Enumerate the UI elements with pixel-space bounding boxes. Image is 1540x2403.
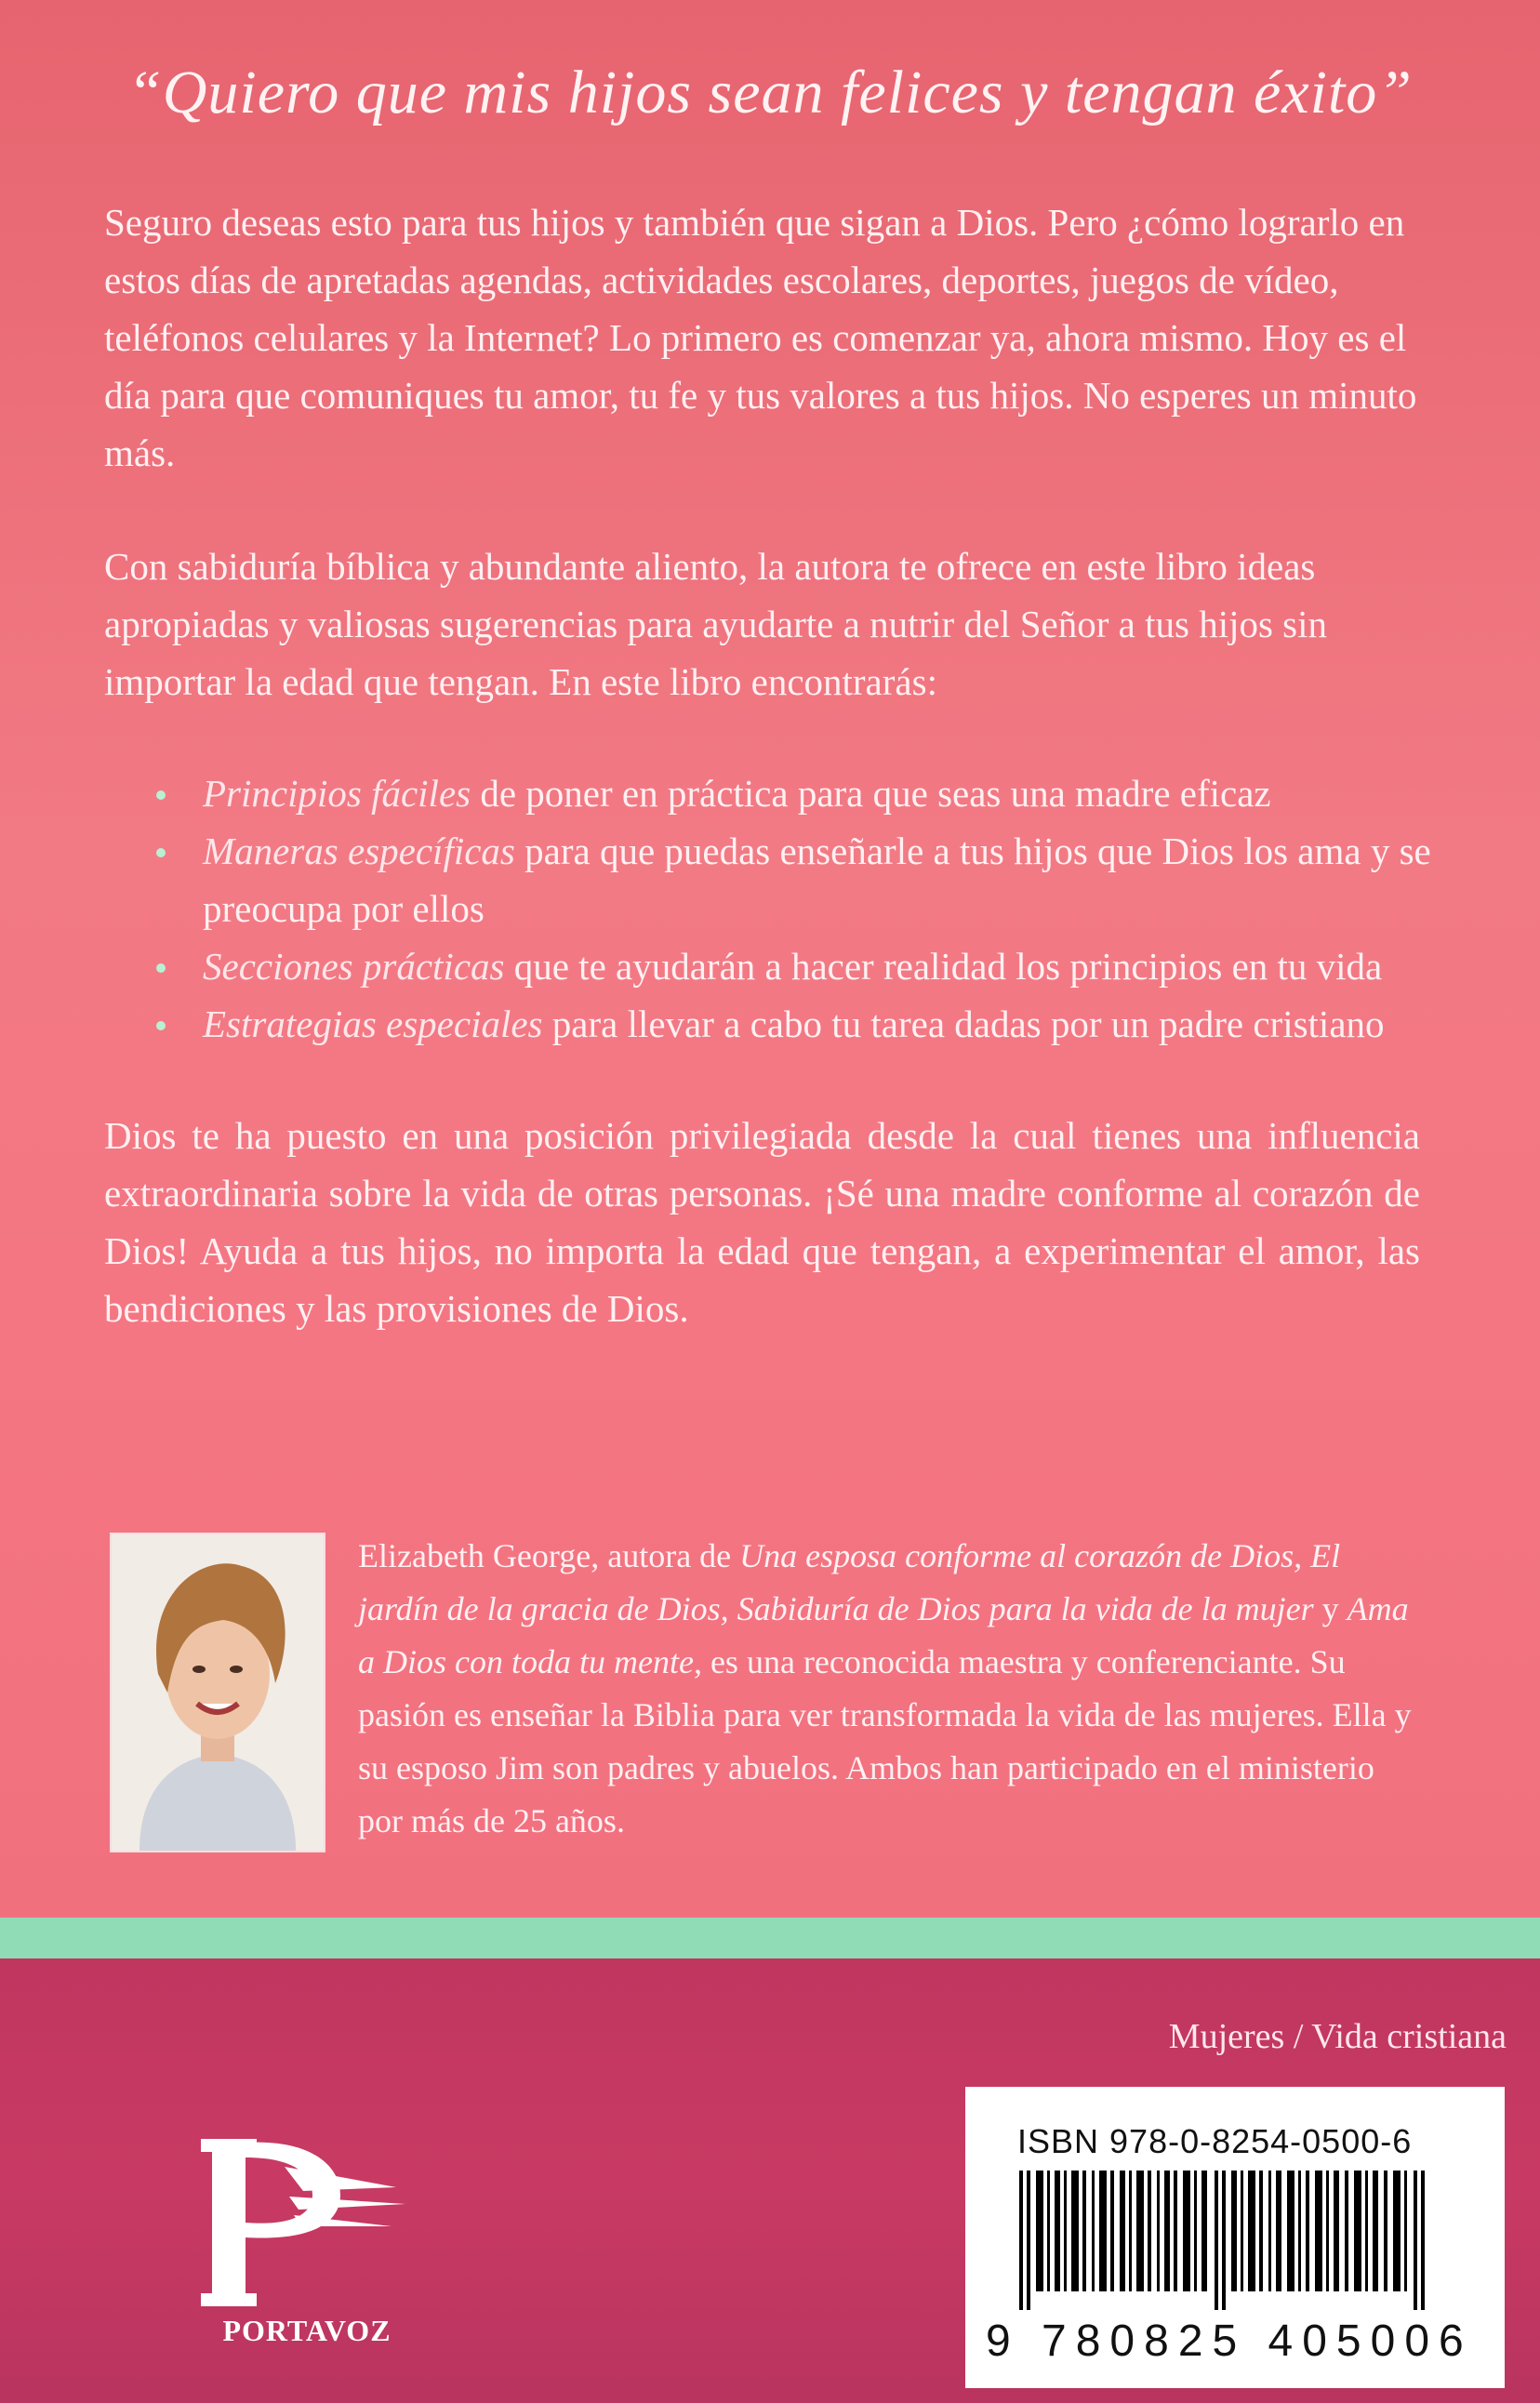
book-title: Ama a Dios con toda tu mente bbox=[358, 1590, 1409, 1680]
list-item: Secciones prácticas que te ayudarán a hacer realidad los principios en tu vida bbox=[156, 937, 1440, 995]
publisher-name: PORTAVOZ bbox=[222, 2314, 392, 2347]
author-photo bbox=[110, 1533, 325, 1852]
bullet-dot-icon bbox=[156, 790, 166, 800]
isbn-label: ISBN 978-0-8254-0500-6 bbox=[1017, 2122, 1413, 2160]
bullet-dot-icon bbox=[156, 963, 166, 973]
author-portrait-illustration bbox=[112, 1534, 324, 1851]
closing-paragraph: Dios te ha puesto en una posición privilegiada desde la cual tienes una influencia extraordinaria sobre la vida de otras personas. ¡Sé una madre conforme al corazón de Dios! Ayuda a tus hijos, no importa la edad que tengan, a experimentar el amor, las bendiciones y las provisiones de Dios. bbox=[104, 1114, 1420, 1330]
intro-paragraph: Seguro deseas esto para tus hijos y también que sigan a Dios. Pero ¿cómo lograrlo en estos días de apretadas agendas, actividades escolares, deportes, juegos de vídeo, teléfonos celulares y la Internet? Lo primero es comenzar ya, ahora mismo. Hoy es el día para que comuniques tu amor, tu fe y tus valores a tus hijos. No esperes un minuto más. bbox=[104, 201, 1417, 474]
book-titles: Una esposa conforme al corazón de Dios, El jardín de la gracia de Dios, Sabiduría de Dios para la vida de la mujer bbox=[358, 1537, 1341, 1627]
headline-quote: “Quiero que mis hijos sean felices y tengan éxito” bbox=[126, 59, 1414, 126]
description-paragraph: Con sabiduría bíblica y abundante aliento, la autora te ofrece en este libro ideas apropiadas y valiosas sugerencias para ayudarte a nutrir del Señor a tus hijos sin importar la edad que tengan. En este libro encontrarás: bbox=[104, 545, 1328, 703]
barcode-box bbox=[965, 2087, 1505, 2388]
bullet-dot-icon bbox=[156, 848, 166, 857]
list-item: Principios fáciles de poner en práctica para que seas una madre eficaz bbox=[156, 764, 1440, 822]
publisher-logo-icon bbox=[201, 2130, 415, 2319]
feature-list bbox=[156, 764, 1440, 1053]
barcode-icon bbox=[1019, 2171, 1456, 2310]
list-item: Maneras específicas para que puedas enseñarle a tus hijos que Dios los ama y se preocupa por ellos bbox=[156, 822, 1440, 937]
bullet-dot-icon bbox=[156, 1021, 166, 1030]
barcode-digits: 9 780825 405006 bbox=[986, 2317, 1473, 2366]
mint-stripe bbox=[0, 1918, 1540, 1958]
list-item: Estrategias especiales para llevar a cabo tu tarea dadas por un padre cristiano bbox=[156, 995, 1440, 1053]
author-name: Elizabeth George bbox=[358, 1537, 591, 1574]
author-bio: Elizabeth George, autora de Una esposa conforme al corazón de Dios, El jardín de la gracia de Dios, Sabiduría de Dios para la vida de la mujer y Ama a Dios con toda tu mente, es una reconocida maestra y conferenciante. Su pasión es enseñar la Biblia para ver transformada la vida de las mujeres. Ella y su esposo Jim son padres y abuelos. Ambos han participado en el ministerio por más de 25 años. bbox=[358, 1537, 1412, 1839]
category-label: Mujeres / Vida cristiana bbox=[1168, 2017, 1507, 2056]
